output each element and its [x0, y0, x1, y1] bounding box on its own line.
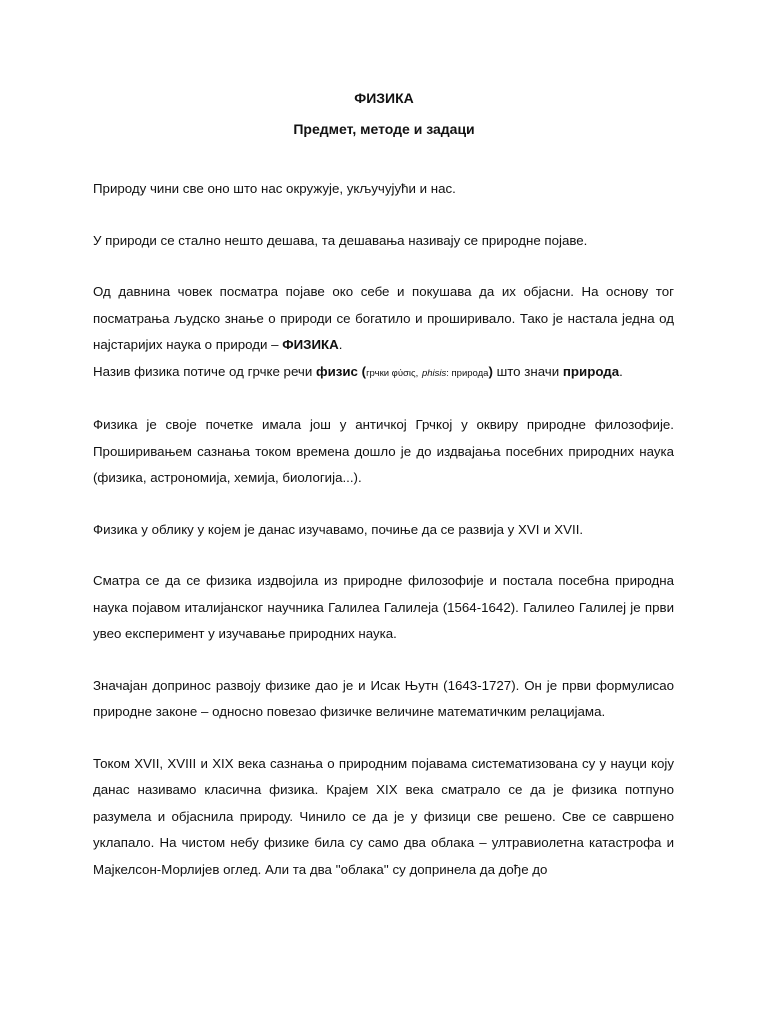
paragraph-galileo: Сматра се да се физика издвојила из природне филозофије и постала посебна природна наука појавом италијанског научника Галилеа Галилеја (1564-1642). Галилео Галилеј је први увео експеримент у изучавање природних наука.: [93, 573, 674, 641]
paragraph-ancient-greece: Физика је своје почетке имала још у античкој Грчкој у оквиру природне филозофије. Проширивањем сазнања током времена дошло је до издвајања посебних природних наука (физика, астрономија, хемија, биологија...).: [93, 417, 674, 485]
page-title: ФИЗИКА: [354, 90, 414, 106]
paragraph-classical-physics: Током XVII, XVIII и XIX века сазнања о природним појавама систематизована су у науци коју данас називамо класична физика. Крајем XIX века сматрало се да је физика потпуно разумела и објаснила природу. Чинило се да је у физици све решено. Све се савршено уклапало. На чистом небу физике била су само два облака – ултравиолетна катастрофа и Мајкелсон-Морлијев оглед. Али та два ''облака'' су допринела да дође до: [93, 755, 674, 877]
paragraph-origin-text: Од давнина човек посматра појаве око себе и покушава да их објасни. На основу тог посматрања људско знање о природи се богатило и проширивало. Тако је настала једна од најстаријих наука о природи –: [93, 284, 674, 352]
physics-term: ФИЗИКА: [282, 337, 339, 352]
paragraph-origin: Од давнина човек посматра појаве око себе и покушава да их објасни. На основу тог посматрања људско знање о природи се богатило и проширивало. Тако је настала једна од најстаријих наука о природи – ФИЗИКА.: [93, 284, 674, 352]
term-fizis: физис: [315, 363, 358, 379]
paragraph-nature: Природу чини све оно што нас окружује, укључујући и нас.: [93, 181, 456, 196]
document-body: [93, 176, 674, 883]
page-subtitle: Предмет, методе и задаци: [293, 121, 475, 137]
paragraph-newton: Значајан допринос развоју физике дао је и Исак Њутн (1643-1727). Он је први формулисао природне законе – односно повезао физичке величине математичким релацијама.: [93, 677, 674, 719]
paragraph-modern-form: Физика у облику у којем је данас изучавамо, почиње да се развија у XVI и XVII.: [93, 521, 584, 537]
paragraph-etymology: Назив физика потиче од грчке речи физис (грчки φύσις, phisis: природа) што значи природа.: [93, 363, 623, 379]
term-priroda: природа: [562, 363, 620, 379]
paragraph-phenomena: У природи се стално нешто дешава, та дешавања називају се природне појаве.: [93, 232, 588, 248]
